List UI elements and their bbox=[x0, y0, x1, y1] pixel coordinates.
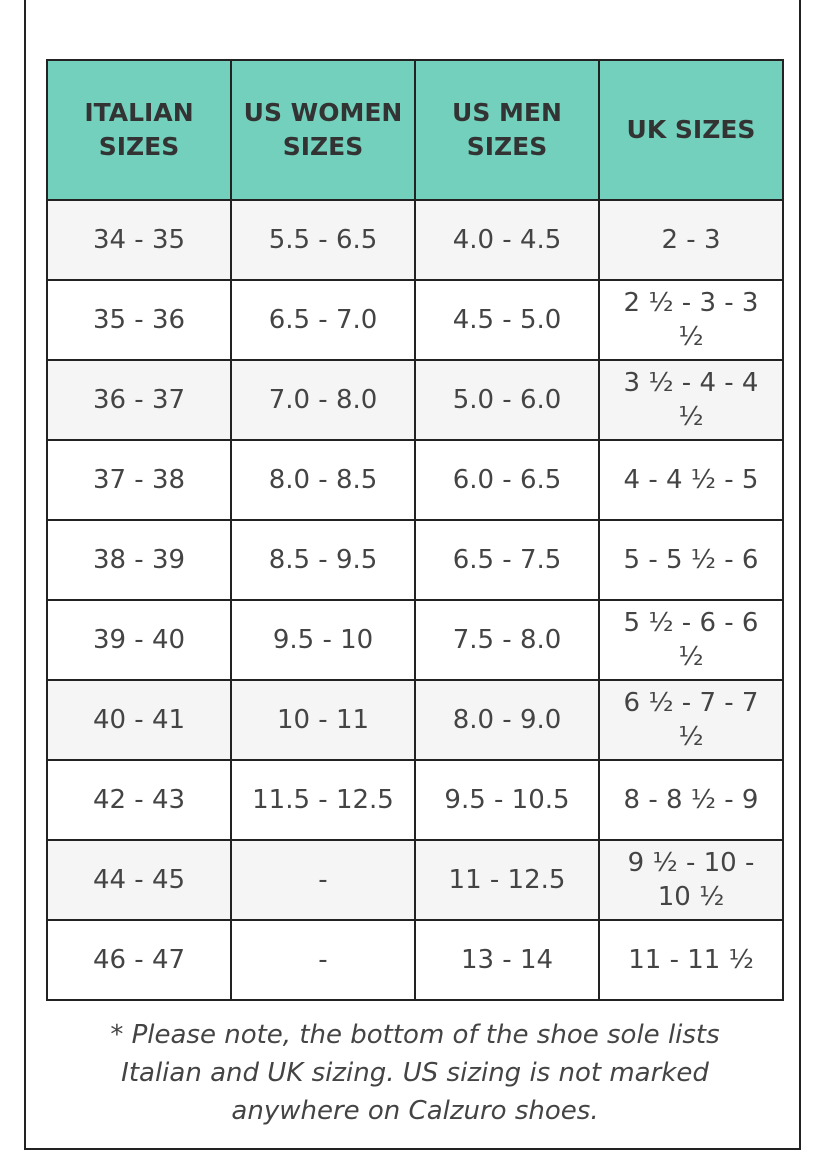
cell-us-men: 4.5 - 5.0 bbox=[415, 280, 599, 360]
cell-uk: 2 ½ - 3 - 3 ½ bbox=[599, 280, 783, 360]
cell-italian: 38 - 39 bbox=[47, 520, 231, 600]
cell-us-women: - bbox=[231, 840, 415, 920]
table-row bbox=[47, 840, 783, 920]
cell-italian: 36 - 37 bbox=[47, 360, 231, 440]
cell-uk: 8 - 8 ½ - 9 bbox=[599, 760, 783, 840]
cell-us-women: 9.5 - 10 bbox=[231, 600, 415, 680]
size-chart-table bbox=[46, 59, 784, 1001]
table-row bbox=[47, 280, 783, 360]
cell-us-women: 11.5 - 12.5 bbox=[231, 760, 415, 840]
header-us-men-sizes: US MEN SIZES bbox=[415, 60, 599, 200]
cell-italian: 44 - 45 bbox=[47, 840, 231, 920]
cell-us-men: 5.0 - 6.0 bbox=[415, 360, 599, 440]
table-row bbox=[47, 520, 783, 600]
sizing-footnote: * Please note, the bottom of the shoe sole lists Italian and UK sizing. US sizing is not marked anywhere on Calzuro shoes. bbox=[110, 1020, 720, 1126]
cell-uk: 5 - 5 ½ - 6 bbox=[599, 520, 783, 600]
table-row bbox=[47, 440, 783, 520]
cell-us-men: 6.0 - 6.5 bbox=[415, 440, 599, 520]
cell-us-women: 5.5 - 6.5 bbox=[231, 200, 415, 280]
table-row bbox=[47, 920, 783, 1000]
table-row bbox=[47, 600, 783, 680]
header-us-women-sizes: US WOMEN SIZES bbox=[231, 60, 415, 200]
cell-us-men: 7.5 - 8.0 bbox=[415, 600, 599, 680]
cell-us-women: 7.0 - 8.0 bbox=[231, 360, 415, 440]
cell-us-women: - bbox=[231, 920, 415, 1000]
cell-uk: 5 ½ - 6 - 6 ½ bbox=[599, 600, 783, 680]
cell-us-women: 10 - 11 bbox=[231, 680, 415, 760]
cell-italian: 39 - 40 bbox=[47, 600, 231, 680]
cell-italian: 37 - 38 bbox=[47, 440, 231, 520]
cell-italian: 34 - 35 bbox=[47, 200, 231, 280]
cell-italian: 40 - 41 bbox=[47, 680, 231, 760]
table-row bbox=[47, 200, 783, 280]
cell-us-women: 8.5 - 9.5 bbox=[231, 520, 415, 600]
cell-us-women: 6.5 - 7.0 bbox=[231, 280, 415, 360]
header-italian-sizes: ITALIAN SIZES bbox=[47, 60, 231, 200]
cell-us-men: 6.5 - 7.5 bbox=[415, 520, 599, 600]
cell-us-women: 8.0 - 8.5 bbox=[231, 440, 415, 520]
table-header-row bbox=[47, 60, 783, 200]
header-uk-sizes: UK SIZES bbox=[599, 60, 783, 200]
cell-uk: 3 ½ - 4 - 4 ½ bbox=[599, 360, 783, 440]
cell-uk: 9 ½ - 10 - 10 ½ bbox=[599, 840, 783, 920]
cell-uk: 2 - 3 bbox=[599, 200, 783, 280]
cell-italian: 35 - 36 bbox=[47, 280, 231, 360]
cell-italian: 42 - 43 bbox=[47, 760, 231, 840]
cell-us-men: 4.0 - 4.5 bbox=[415, 200, 599, 280]
cell-us-men: 11 - 12.5 bbox=[415, 840, 599, 920]
cell-uk: 11 - 11 ½ bbox=[599, 920, 783, 1000]
cell-us-men: 9.5 - 10.5 bbox=[415, 760, 599, 840]
cell-us-men: 8.0 - 9.0 bbox=[415, 680, 599, 760]
cell-uk: 4 - 4 ½ - 5 bbox=[599, 440, 783, 520]
cell-uk: 6 ½ - 7 - 7 ½ bbox=[599, 680, 783, 760]
table-row bbox=[47, 680, 783, 760]
cell-us-men: 13 - 14 bbox=[415, 920, 599, 1000]
table-row bbox=[47, 760, 783, 840]
table-row bbox=[47, 360, 783, 440]
cell-italian: 46 - 47 bbox=[47, 920, 231, 1000]
